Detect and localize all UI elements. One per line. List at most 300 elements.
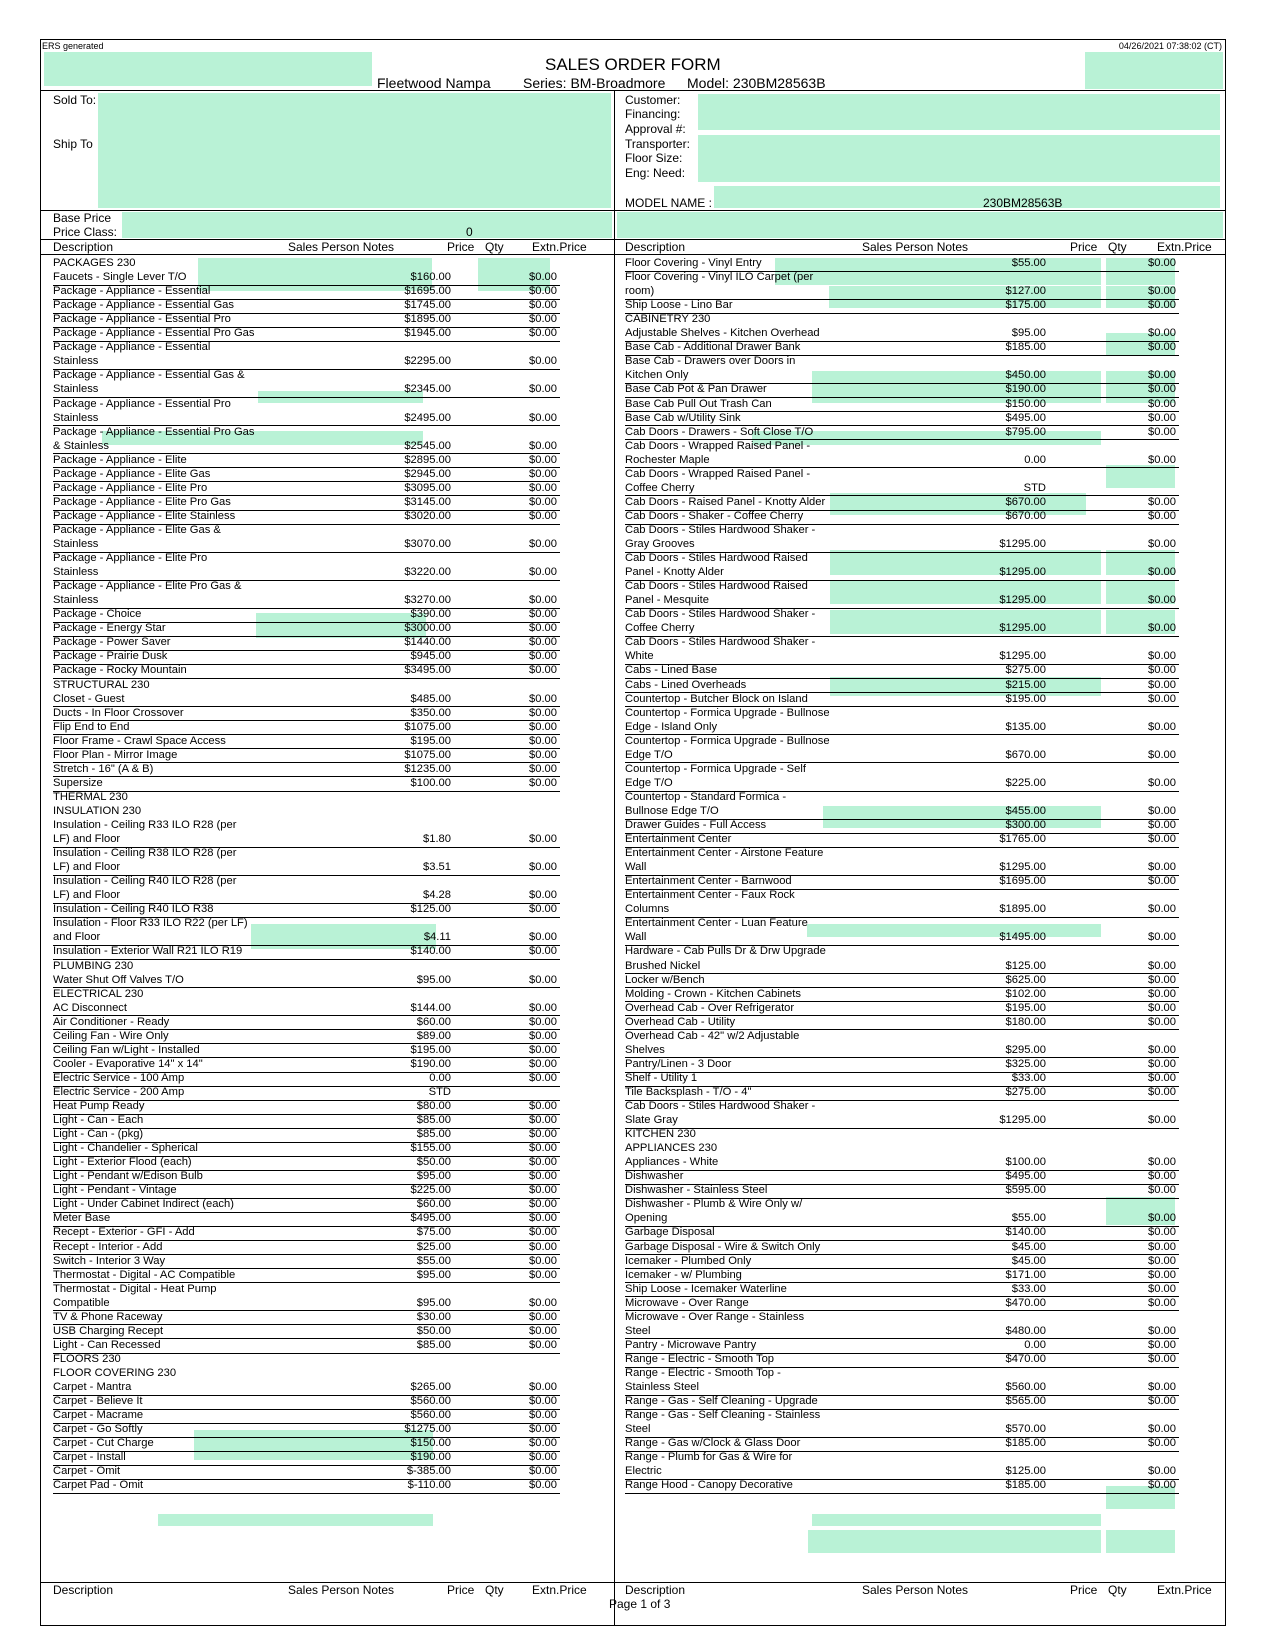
item-description: Insulation - Exterior Wall R21 ILO R19 <box>53 945 243 958</box>
item-row <box>53 523 560 538</box>
item-price: $565.00 <box>1005 1395 1046 1408</box>
item-description: FLOOR COVERING 230 <box>53 1366 177 1379</box>
item-row <box>625 354 1179 369</box>
item-extn-price: $0.00 <box>529 355 557 368</box>
item-extn-price: $0.00 <box>1148 1395 1176 1408</box>
section-heading <box>625 312 1179 327</box>
item-description: ELECTRICAL 230 <box>53 987 144 1000</box>
item-description: TV & Phone Raceway <box>53 1310 163 1323</box>
item-description: Coffee Cherry <box>625 622 695 635</box>
item-description: Bullnose Edge T/O <box>625 804 719 817</box>
timestamp: 04/26/2021 07:38:02 (CT) <box>1118 41 1222 51</box>
item-description: Package - Appliance - Essential Pro <box>53 397 231 410</box>
item-extn-price: $0.00 <box>1148 1479 1176 1492</box>
item-description: Flip End to End <box>53 720 130 733</box>
item-price: $1440.00 <box>404 636 451 649</box>
item-description: Icemaker - w/ Plumbing <box>625 1268 742 1281</box>
item-description: Ducts - In Floor Crossover <box>53 706 184 719</box>
item-price: STD <box>428 1085 451 1098</box>
item-price: $390.00 <box>410 608 451 621</box>
item-row <box>625 635 1179 650</box>
item-price: $1295.00 <box>999 650 1046 663</box>
item-description: Entertainment Center - Luan Feature <box>625 917 808 930</box>
item-description: Entertainment Center - Faux Rock <box>625 889 795 902</box>
redacted-note-right-12 <box>812 1514 1101 1526</box>
item-extn-price: $0.00 <box>1148 1184 1176 1197</box>
item-extn-price: $0.00 <box>1148 538 1176 550</box>
item-description: Package - Appliance - Elite Gas & <box>53 523 221 536</box>
item-description: Floor Plan - Mirror Image <box>53 748 178 761</box>
item-price: $125.00 <box>1005 1465 1046 1478</box>
item-price: $3145.00 <box>404 495 451 508</box>
item-extn-price: $0.00 <box>529 1001 557 1014</box>
item-extn-price: $0.00 <box>529 706 557 719</box>
item-row <box>625 579 1179 594</box>
item-description: Ship Loose - Lino Bar <box>625 299 733 312</box>
redacted-note-right-13 <box>808 1530 1101 1553</box>
item-price: $2345.00 <box>404 383 451 396</box>
item-extn-price: $0.00 <box>529 1451 557 1464</box>
item-extn-price: $0.00 <box>1148 1437 1176 1450</box>
item-price: $45.00 <box>1011 1240 1046 1253</box>
item-description: Countertop - Butcher Block on Island <box>625 692 808 705</box>
item-description: STRUCTURAL 230 <box>53 678 150 691</box>
item-extn-price: $0.00 <box>1148 257 1176 269</box>
item-price: $-385.00 <box>406 1465 451 1478</box>
item-price: $127.00 <box>1005 285 1046 298</box>
item-extn-price: $0.00 <box>1148 1212 1176 1225</box>
item-description: Garbage Disposal <box>625 1226 715 1239</box>
item-description: Base Cab Pot & Pan Drawer <box>625 383 767 396</box>
item-description: Stainless <box>53 411 99 424</box>
item-description: and Floor <box>53 931 101 944</box>
item-description: Insulation - Ceiling R33 ILO R28 (per <box>53 819 237 831</box>
item-extn-price: $0.00 <box>529 945 557 958</box>
price-class-label: Price Class: <box>53 225 118 239</box>
item-description: Base Cab - Additional Drawer Bank <box>625 341 801 354</box>
item-price: $795.00 <box>1005 425 1046 438</box>
item-price: $1235.00 <box>404 762 451 775</box>
item-row <box>625 944 1179 959</box>
section-heading <box>53 790 560 805</box>
item-price: $3270.00 <box>404 594 451 607</box>
item-description: Molding - Crown - Kitchen Cabinets <box>625 987 801 1000</box>
item-extn-price: $0.00 <box>1148 1156 1176 1169</box>
item-row <box>53 874 560 889</box>
sold-to-label: Sold To: <box>53 93 97 107</box>
item-description: Carpet - Cut Charge <box>53 1437 154 1450</box>
item-extn-price: $0.00 <box>1148 1085 1176 1098</box>
item-extn-price: $0.00 <box>529 833 557 846</box>
item-row <box>625 270 1179 285</box>
item-extn-price: $0.00 <box>1148 1170 1176 1183</box>
item-extn-price: $0.00 <box>529 1156 557 1169</box>
item-price: $495.00 <box>1005 411 1046 424</box>
item-price: $3000.00 <box>404 622 451 635</box>
item-description: Light - Pendant - Vintage <box>53 1184 177 1197</box>
item-description: Tile Backsplash - T/O - 4" <box>625 1085 752 1098</box>
item-description: Switch - Interior 3 Way <box>53 1254 166 1267</box>
item-extn-price: $0.00 <box>1148 566 1176 579</box>
item-description: Countertop - Formica Upgrade - Bullnose <box>625 734 830 747</box>
col-qty-right: Qty <box>1108 240 1127 254</box>
item-description: Light - Chandelier - Spherical <box>53 1142 198 1155</box>
section-heading <box>53 987 560 1002</box>
item-description: Shelf - Utility 1 <box>625 1071 698 1084</box>
item-extn-price: $0.00 <box>1148 804 1176 817</box>
item-price: $3220.00 <box>404 566 451 579</box>
item-price: $670.00 <box>1005 748 1046 761</box>
item-description: Cab Doors - Stiles Hardwood Shaker - <box>625 1100 816 1112</box>
item-description: INSULATION 230 <box>53 804 142 817</box>
item-price: $1695.00 <box>404 285 451 298</box>
col-notes-right: Sales Person Notes <box>862 240 969 254</box>
item-description: Panel - Mesquite <box>625 594 709 607</box>
item-extn-price: $0.00 <box>1148 509 1176 522</box>
item-extn-price: $0.00 <box>529 1184 557 1197</box>
item-price: $4.11 <box>423 931 451 944</box>
item-description: FLOORS 230 <box>53 1352 121 1365</box>
item-price: $171.00 <box>1005 1268 1046 1281</box>
item-price: $155.00 <box>410 1142 451 1155</box>
item-description: Microwave - Over Range - Stainless <box>625 1310 805 1323</box>
item-extn-price: $0.00 <box>1148 425 1176 438</box>
item-row <box>625 1310 1179 1325</box>
item-description: Package - Appliance - Essential Pro <box>53 313 231 326</box>
item-price: $3095.00 <box>404 481 451 494</box>
item-extn-price: $0.00 <box>1148 1324 1176 1337</box>
item-price: $450.00 <box>1005 369 1046 382</box>
col-description-left: Description <box>53 240 114 254</box>
item-extn-price: $0.00 <box>529 1128 557 1141</box>
item-extn-price: $0.00 <box>529 889 557 902</box>
column-header-divider <box>40 254 1226 255</box>
item-extn-price: $0.00 <box>1148 383 1176 396</box>
item-description: Wall <box>625 861 647 874</box>
item-description: Compatible <box>53 1296 110 1309</box>
item-description: Package - Choice <box>53 608 142 621</box>
item-description: Cab Doors - Drawers - Soft Close T/O <box>625 425 814 438</box>
item-row <box>53 368 560 383</box>
item-price: $570.00 <box>1005 1423 1046 1436</box>
item-row <box>53 397 560 412</box>
item-description: Cab Doors - Wrapped Raised Panel - <box>625 439 811 452</box>
col-qty-left-bottom: Qty <box>485 1583 504 1597</box>
item-row <box>625 1099 1179 1114</box>
item-extn-price: $0.00 <box>1148 692 1176 705</box>
customer-label: Customer: <box>625 93 681 107</box>
col-price-left-bottom: Price <box>447 1583 475 1597</box>
item-extn-price: $0.00 <box>529 1268 557 1281</box>
price-class-value: 0 <box>466 225 473 239</box>
item-extn-price: $0.00 <box>529 1142 557 1155</box>
item-description: Ceiling Fan w/Light - Installed <box>53 1043 200 1056</box>
item-description: Carpet - Believe It <box>53 1395 143 1408</box>
item-description: Carpet Pad - Omit <box>53 1479 144 1492</box>
item-description: Package - Appliance - Elite Gas <box>53 467 211 480</box>
item-extn-price: $0.00 <box>1148 1071 1176 1084</box>
item-description: Air Conditioner - Ready <box>53 1015 170 1028</box>
item-price: $1495.00 <box>999 931 1046 944</box>
redacted-note-left-7 <box>158 1514 433 1526</box>
item-description: Pantry/Linen - 3 Door <box>625 1057 732 1070</box>
item-price: $85.00 <box>416 1128 451 1141</box>
item-description: Carpet - Install <box>53 1451 126 1464</box>
item-description: Stainless <box>53 566 99 579</box>
item-description: Steel <box>625 1324 651 1337</box>
item-price: $195.00 <box>410 734 451 747</box>
item-price: $135.00 <box>1005 720 1046 733</box>
item-description: Light - Can - (pkg) <box>53 1128 144 1141</box>
item-price: $2945.00 <box>404 467 451 480</box>
item-price: $3495.00 <box>404 664 451 677</box>
item-price: $125.00 <box>1005 959 1046 972</box>
item-description: Entertainment Center <box>625 833 732 846</box>
series-name: Series: BM-Broadmore <box>523 75 666 91</box>
item-price: $45.00 <box>1011 1254 1046 1267</box>
item-description: Range - Plumb for Gas & Wire for <box>625 1451 793 1464</box>
item-extn-price: $0.00 <box>529 1254 557 1267</box>
item-description: Electric Service - 200 Amp <box>53 1085 185 1098</box>
col-qty-left: Qty <box>485 240 504 254</box>
item-extn-price: $0.00 <box>1148 327 1176 340</box>
item-description: Carpet - Mantra <box>53 1381 132 1393</box>
item-description: Countertop - Formica Upgrade - Bullnose <box>625 706 830 719</box>
item-price: $33.00 <box>1011 1071 1046 1084</box>
item-description: Package - Appliance - Elite Pro Gas <box>53 495 231 508</box>
item-description: Stainless <box>53 538 99 550</box>
section-heading <box>53 804 560 819</box>
item-extn-price: $0.00 <box>529 467 557 480</box>
item-description: Dishwasher - Stainless Steel <box>625 1184 768 1197</box>
item-extn-price: $0.00 <box>1148 678 1176 691</box>
item-extn-price: $0.00 <box>529 1310 557 1323</box>
item-price: $190.00 <box>1005 383 1046 396</box>
item-description: Stainless <box>53 355 99 368</box>
item-extn-price: $0.00 <box>529 1479 557 1492</box>
item-extn-price: $0.00 <box>529 1409 557 1422</box>
item-description: Package - Appliance - Essential Gas <box>53 299 234 312</box>
item-description: Cab Doors - Stiles Hardwood Shaker - <box>625 608 816 621</box>
item-extn-price: $0.00 <box>529 903 557 916</box>
item-price: $1295.00 <box>999 566 1046 579</box>
item-description: Package - Appliance - Elite Stainless <box>53 509 236 522</box>
item-price: $560.00 <box>410 1409 451 1422</box>
item-description: Base Cab w/Utility Sink <box>625 411 741 424</box>
item-price: $140.00 <box>1005 1226 1046 1239</box>
item-price: $75.00 <box>416 1226 451 1239</box>
item-row <box>625 790 1179 805</box>
item-extn-price: $0.00 <box>1148 594 1176 607</box>
item-description: Package - Appliance - Essential <box>53 285 211 298</box>
item-description: Cab Doors - Raised Panel - Knotty Alder <box>625 495 826 508</box>
item-price: $225.00 <box>410 1184 451 1197</box>
model-number: Model: 230BM28563B <box>687 75 826 91</box>
item-price: $3.51 <box>423 861 451 874</box>
item-extn-price: $0.00 <box>529 1029 557 1042</box>
item-extn-price: $0.00 <box>1148 903 1176 916</box>
item-price: $495.00 <box>1005 1170 1046 1183</box>
item-price: $485.00 <box>410 692 451 705</box>
page-number: Page 1 of 3 <box>609 1597 671 1611</box>
item-extn-price: $0.00 <box>1148 1254 1176 1267</box>
approval-label: Approval #: <box>625 122 686 136</box>
item-extn-price: $0.00 <box>529 1043 557 1056</box>
item-price: 0.00 <box>429 1071 451 1084</box>
item-price: $3020.00 <box>404 509 451 522</box>
item-description: APPLIANCES 230 <box>625 1142 718 1155</box>
item-description: Range Hood - Canopy Decorative <box>625 1479 793 1492</box>
item-description: Heat Pump Ready <box>53 1100 145 1112</box>
item-row <box>625 1029 1179 1044</box>
item-extn-price: $0.00 <box>529 1395 557 1408</box>
item-description: Light - Can - Each <box>53 1114 144 1127</box>
item-extn-price: $0.00 <box>529 1015 557 1028</box>
item-price: $1075.00 <box>404 748 451 761</box>
item-description: Overhead Cab - Utility <box>625 1015 736 1028</box>
item-extn-price: $0.00 <box>529 1423 557 1436</box>
item-row <box>625 846 1179 861</box>
item-price: $80.00 <box>416 1100 451 1112</box>
item-row <box>53 818 560 833</box>
item-extn-price: $0.00 <box>529 650 557 663</box>
ship-to-label: Ship To <box>53 137 93 151</box>
redacted-base-right <box>617 212 1223 238</box>
item-extn-price: $0.00 <box>1148 748 1176 761</box>
item-row <box>625 1197 1179 1212</box>
item-extn-price: $0.00 <box>529 931 557 944</box>
item-price: $1895.00 <box>404 313 451 326</box>
item-row <box>625 706 1179 721</box>
item-price: $95.00 <box>416 973 451 986</box>
item-price: $470.00 <box>1005 1296 1046 1309</box>
item-description: room) <box>625 285 655 298</box>
item-price: $1765.00 <box>999 833 1046 846</box>
item-row <box>625 607 1179 622</box>
model-name-value: 230BM28563B <box>983 196 1063 210</box>
item-row <box>625 467 1179 482</box>
item-extn-price: $0.00 <box>1148 1226 1176 1239</box>
item-description: Cabs - Lined Overheads <box>625 678 747 691</box>
item-description: Panel - Knotty Alder <box>625 566 724 579</box>
center-divider <box>614 90 615 1626</box>
generator-label: ERS generated <box>42 41 104 51</box>
item-price: $144.00 <box>410 1001 451 1014</box>
item-row <box>625 523 1179 538</box>
item-price: $180.00 <box>1005 1015 1046 1028</box>
item-description: Insulation - Floor R33 ILO R22 (per LF) <box>53 917 248 930</box>
item-price: $50.00 <box>416 1324 451 1337</box>
item-price: $275.00 <box>1005 664 1046 677</box>
item-row <box>53 916 560 931</box>
item-description: Wall <box>625 931 647 944</box>
item-extn-price: $0.00 <box>1148 819 1176 831</box>
item-row <box>53 846 560 861</box>
item-description: Overhead Cab - Over Refrigerator <box>625 1001 795 1014</box>
item-description: KITCHEN 230 <box>625 1128 696 1141</box>
item-description: USB Charging Recept <box>53 1324 164 1337</box>
col-price-right-bottom: Price <box>1070 1583 1098 1597</box>
item-description: Package - Appliance - Elite Pro <box>53 552 208 565</box>
item-description: Insulation - Ceiling R40 ILO R38 <box>53 903 214 916</box>
item-extn-price: $0.00 <box>529 313 557 326</box>
item-description: Cab Doors - Stiles Hardwood Shaker - <box>625 636 816 649</box>
item-description: Recept - Interior - Add <box>53 1240 163 1253</box>
item-price: $102.00 <box>1005 987 1046 1000</box>
item-description: LF) and Floor <box>53 889 121 902</box>
item-extn-price: $0.00 <box>529 664 557 677</box>
item-price: $1295.00 <box>999 594 1046 607</box>
item-price: $-110.00 <box>407 1479 451 1492</box>
item-price: $185.00 <box>1005 1437 1046 1450</box>
item-extn-price: $0.00 <box>1148 1338 1176 1351</box>
item-description: Columns <box>625 903 670 916</box>
item-extn-price: $0.00 <box>1148 495 1176 508</box>
item-extn-price: $0.00 <box>1148 1423 1176 1436</box>
item-description: Overhead Cab - 42" w/2 Adjustable <box>625 1029 800 1042</box>
item-extn-price: $0.00 <box>529 566 557 579</box>
item-price: $1895.00 <box>999 903 1046 916</box>
item-price: $2295.00 <box>404 355 451 368</box>
item-description: Entertainment Center - Airstone Feature <box>625 847 824 860</box>
base-price-label: Base Price <box>53 211 112 225</box>
item-price: $295.00 <box>1005 1043 1046 1056</box>
redacted-base-price <box>122 212 612 238</box>
item-extn-price: $0.00 <box>1148 453 1176 466</box>
item-price: $1295.00 <box>999 538 1046 550</box>
item-row <box>625 1478 1179 1494</box>
item-extn-price: $0.00 <box>529 973 557 986</box>
item-description: Slate Gray <box>625 1114 678 1127</box>
item-description: White <box>625 650 654 663</box>
item-row <box>625 439 1179 454</box>
redacted-logo <box>44 52 372 86</box>
item-extn-price: $0.00 <box>529 1381 557 1393</box>
item-extn-price: $0.00 <box>529 509 557 522</box>
redacted-qty-right-11 <box>1106 1530 1175 1553</box>
item-description: Edge T/O <box>625 776 673 789</box>
item-extn-price: $0.00 <box>529 1240 557 1253</box>
item-row <box>53 579 560 594</box>
item-price: $455.00 <box>1005 804 1046 817</box>
col-notes-left: Sales Person Notes <box>288 240 395 254</box>
item-description: Light - Pendant w/Edison Bulb <box>53 1170 203 1183</box>
item-extn-price: $0.00 <box>1148 1465 1176 1478</box>
address-divider <box>40 210 1226 211</box>
item-extn-price: $0.00 <box>1148 1001 1176 1014</box>
item-description: Package - Prairie Dusk <box>53 650 168 663</box>
item-extn-price: $0.00 <box>1148 987 1176 1000</box>
item-description: Faucets - Single Lever T/O <box>53 271 187 284</box>
item-description: AC Disconnect <box>53 1001 127 1014</box>
item-extn-price: $0.00 <box>1148 1057 1176 1070</box>
transporter-label: Transporter: <box>625 137 690 151</box>
item-description: Stainless Steel <box>625 1381 700 1393</box>
item-description: Package - Rocky Mountain <box>53 664 187 677</box>
item-extn-price: $0.00 <box>1148 1043 1176 1056</box>
item-description: Package - Appliance - Elite Pro Gas & <box>53 580 242 593</box>
item-price: $495.00 <box>410 1212 451 1225</box>
section-heading <box>625 1127 1179 1142</box>
item-extn-price: $0.00 <box>1148 776 1176 789</box>
item-price: $625.00 <box>1005 973 1046 986</box>
item-description: Package - Power Saver <box>53 636 171 649</box>
item-description: Floor Covering - Vinyl ILO Carpet (per <box>625 271 814 284</box>
col-extn-left: Extn.Price <box>532 240 587 254</box>
item-description: Cooler - Evaporative 14" x 14" <box>53 1057 203 1070</box>
redacted-address <box>98 93 611 208</box>
item-extn-price: $0.00 <box>1148 650 1176 663</box>
